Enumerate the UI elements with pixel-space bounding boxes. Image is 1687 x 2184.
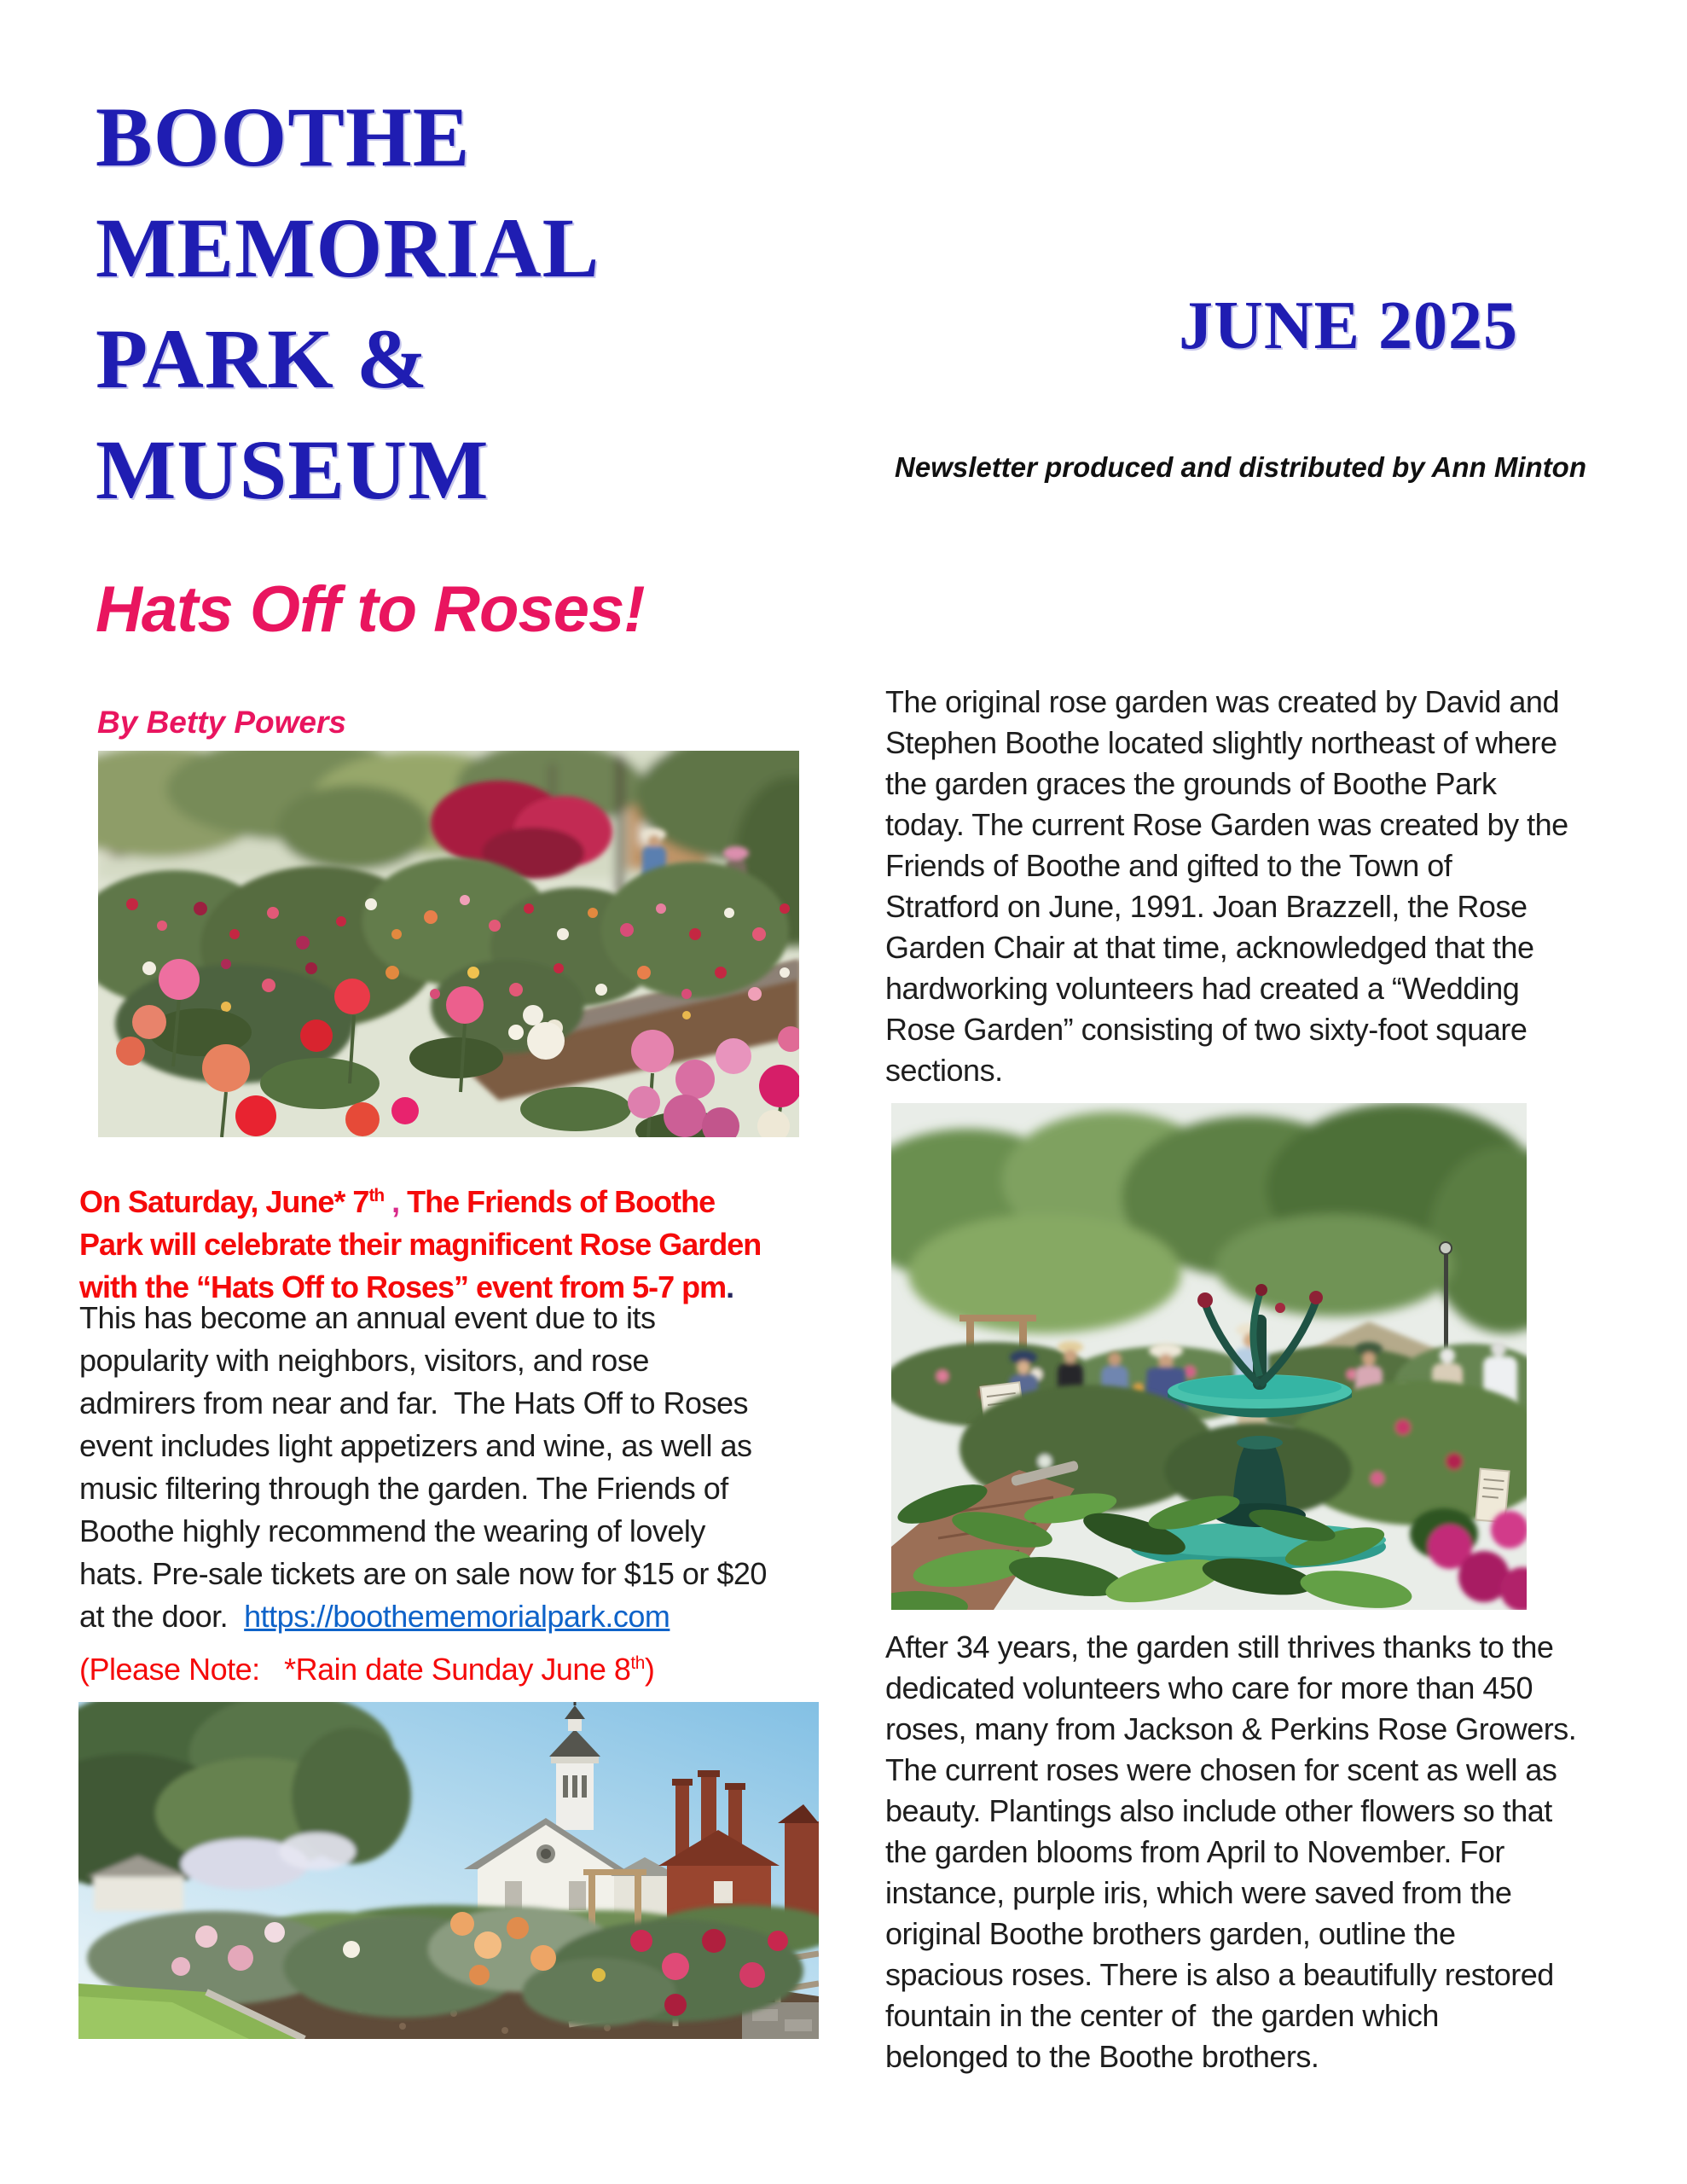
text-line: The current roses were chosen for scent as well as xyxy=(885,1752,1557,1787)
text-line: Park will celebrate their magnificent Rose Garden xyxy=(79,1227,762,1262)
issue-byline: Newsletter produced and distributed by Ann Minton xyxy=(895,451,1586,483)
text-line: music filtering through the garden. The Friends of xyxy=(79,1471,728,1506)
superscript-th: th xyxy=(368,1186,385,1205)
garden-today-paragraph xyxy=(885,1627,1576,2077)
masthead-line-2: MEMORIAL xyxy=(96,200,600,295)
text-line: sections. xyxy=(885,1053,1003,1088)
masthead-line-4: MUSEUM xyxy=(96,422,490,517)
masthead-title xyxy=(96,82,710,526)
text-line: the garden graces the grounds of Boothe Park xyxy=(885,766,1497,801)
rose-garden-illustration xyxy=(98,751,799,1137)
text-line: admirers from near and far. The Hats Off to Roses xyxy=(79,1385,749,1420)
text-line: This has become an annual event due to its xyxy=(79,1300,656,1335)
text-line: hats. Pre-sale tickets are on sale now for $15 or $20 xyxy=(79,1556,767,1591)
text-line: Garden Chair at that time, acknowledged that the xyxy=(885,930,1534,965)
text-line: Stratford on June, 1991. Joan Brazzell, the Rose xyxy=(885,889,1528,924)
tower-garden-illustration xyxy=(78,1702,819,2039)
text-line: Rose Garden” consisting of two sixty-foot square xyxy=(885,1012,1528,1047)
text-line: Boothe highly recommend the wearing of lovely xyxy=(79,1513,705,1548)
dark-period: . xyxy=(726,1269,734,1304)
text-line: After 34 years, the garden still thrives thanks to the xyxy=(885,1629,1554,1664)
event-notice xyxy=(79,1181,761,1309)
fountain-photo xyxy=(891,1103,1527,1610)
text-line: the garden blooms from April to November. For xyxy=(885,1834,1504,1869)
text-line: spacious roses. There is also a beautifully restored xyxy=(885,1957,1554,1992)
text-line: dedicated volunteers who care for more than 450 xyxy=(885,1670,1533,1705)
text-line: instance, purple iris, which were saved from the xyxy=(885,1875,1512,1910)
text-line: hardworking volunteers had created a “Wedding xyxy=(885,971,1520,1006)
fountain-illustration xyxy=(891,1103,1527,1610)
issue-title: JUNE 2025 xyxy=(1179,288,1518,363)
text-line: with the “Hats Off to Roses” event from 5-7 pm. xyxy=(79,1269,734,1304)
article-author: By Betty Powers xyxy=(97,705,346,740)
text-line: fountain in the center of the garden which xyxy=(885,1998,1439,2033)
text-line: original Boothe brothers garden, outline the xyxy=(885,1916,1456,1951)
article-headline: Hats Off to Roses! xyxy=(96,573,645,646)
text-line: beauty. Plantings also include other flowers so that xyxy=(885,1793,1552,1828)
event-description xyxy=(79,1297,767,1638)
rose-garden-photo xyxy=(98,751,799,1137)
text-line: popularity with neighbors, visitors, and rose xyxy=(79,1343,649,1378)
text-line: belonged to the Boothe brothers. xyxy=(885,2039,1319,2074)
text-line: today. The current Rose Garden was created by the xyxy=(885,807,1568,842)
masthead-line-1: BOOTHE xyxy=(96,90,471,184)
rain-date-note xyxy=(79,1648,654,1691)
text-line: Friends of Boothe and gifted to the Town of xyxy=(885,848,1452,883)
accent-comma: , xyxy=(384,1184,400,1219)
masthead-line-3: PARK & xyxy=(96,311,429,406)
text-line: event includes light appetizers and wine, as well as xyxy=(79,1428,752,1463)
text-line: (Please Note: *Rain date Sunday June 8th) xyxy=(79,1652,655,1687)
text-line: On Saturday, June* 7th , The Friends of Boothe xyxy=(79,1184,716,1219)
text-line: roses, many from Jackson & Perkins Rose Growers. xyxy=(885,1711,1577,1746)
utility-pole xyxy=(617,755,623,892)
text-line: Stephen Boothe located slightly northeast of where xyxy=(885,725,1557,760)
tower-garden-photo xyxy=(78,1702,819,2039)
history-paragraph xyxy=(885,682,1568,1091)
text-line: at the door. https://boothememorialpark.com xyxy=(79,1599,670,1634)
boothe-park-link[interactable]: https://boothememorialpark.com xyxy=(244,1599,670,1634)
text-line: The original rose garden was created by David and xyxy=(885,684,1559,719)
superscript-th: th xyxy=(630,1653,645,1673)
